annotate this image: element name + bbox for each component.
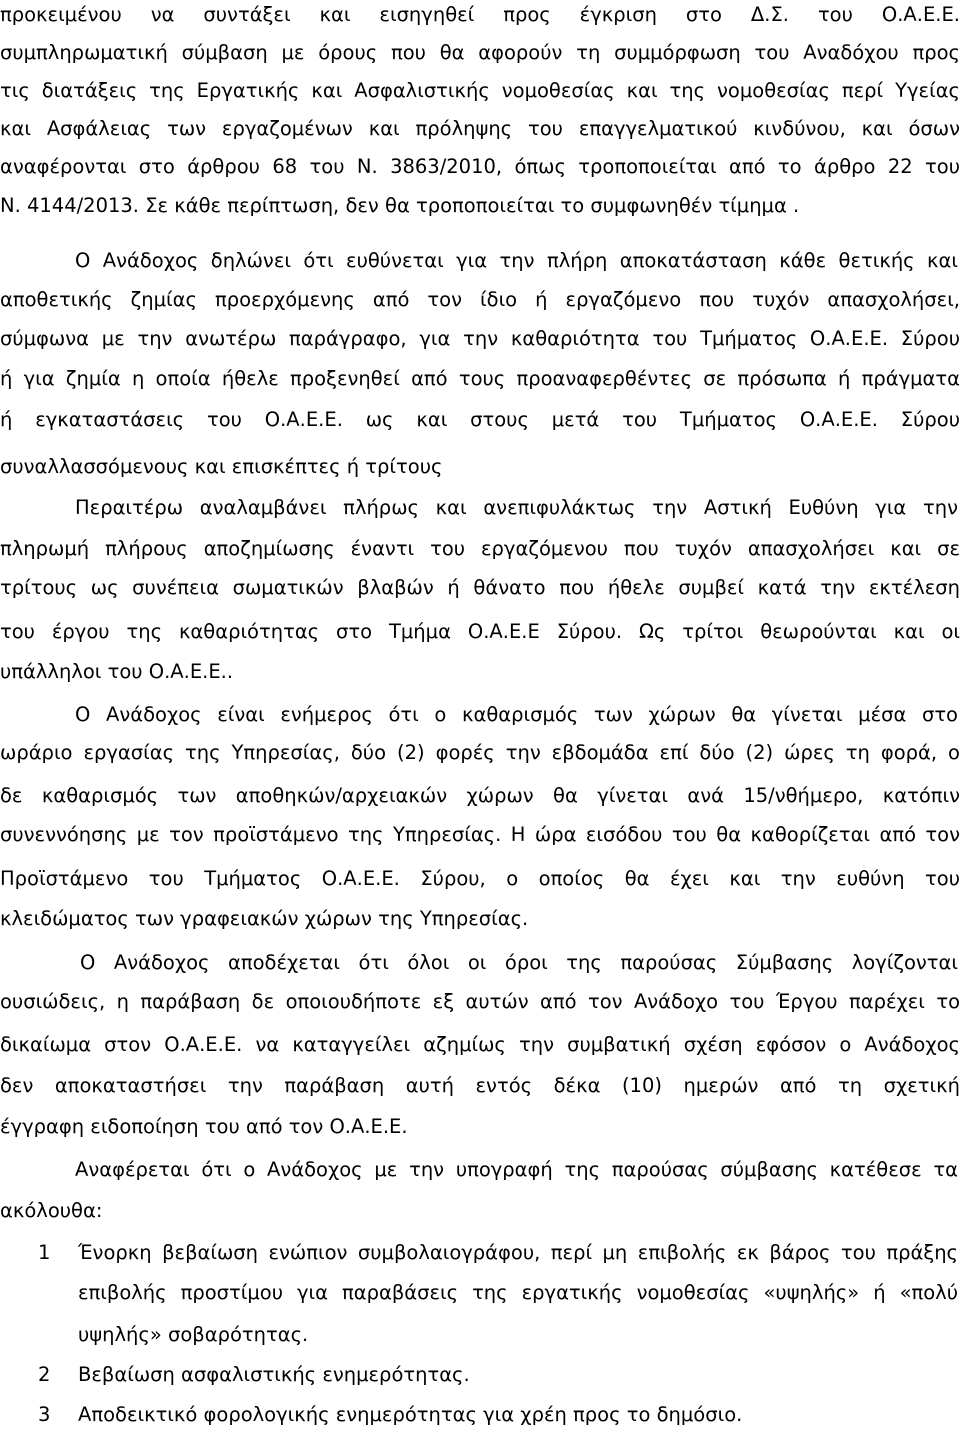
paragraph-line: συναλλασσόμενους και επισκέπτες ή τρίτους: [0, 455, 443, 478]
paragraph-line: Ο Ανάδοχος δηλώνει ότι ευθύνεται για την πλήρη αποκατάσταση κάθε θετικής και: [75, 249, 958, 272]
paragraph-line: πληρωμή πλήρους αποζημίωσης έναντι του εργαζόμενου που τυχόν απασχολήσει και σε: [0, 537, 960, 560]
list-item-text: Βεβαίωση ασφαλιστικής ενημερότητας.: [78, 1363, 470, 1386]
list-item-text: Αποδεικτικό φορολογικής ενημερότητας για χρέη προς το δημόσιο.: [78, 1403, 743, 1426]
paragraph-line: δικαίωμα στον Ο.Α.Ε.Ε. να καταγγείλει αζημίως την συμβατική σχέση εφόσον ο Ανάδοχος: [0, 1033, 960, 1056]
paragraph-line: προκειμένου να συντάξει και εισηγηθεί προς έγκριση στο Δ.Σ. του Ο.Α.Ε.Ε.: [0, 3, 960, 26]
paragraph-line: ωράριο εργασίας της Υπηρεσίας, δύο (2) φορές την εβδομάδα επί δύο (2) ώρες τη φορά, ο: [0, 741, 960, 764]
paragraph-line: τρίτους ως συνέπεια σωματικών βλαβών ή θάνατο που ήθελε συμβεί κατά την εκτέλεση: [0, 576, 960, 599]
paragraph-line: συμπληρωματική σύμβαση με όρους που θα αφορούν τη συμμόρφωση του Αναδόχου προς: [0, 41, 960, 64]
paragraph-line: δε καθαρισμός των αποθηκών/αρχειακών χώρων θα γίνεται ανά 15/νθήμερο, κατόπιν: [0, 784, 960, 807]
paragraph-line: υπάλληλοι του Ο.Α.Ε.Ε..: [0, 660, 234, 683]
list-item-text: επιβολής προστίμου για παραβάσεις της εργατικής νομοθεσίας «υψηλής» ή «πολύ: [78, 1281, 958, 1304]
paragraph-line: Προϊστάμενο του Τμήματος Ο.Α.Ε.Ε. Σύρου, ο οποίος θα έχει και την ευθύνη του: [0, 867, 960, 890]
list-item-number: 1: [38, 1241, 51, 1264]
list-item-text: Ένορκη βεβαίωση ενώπιον συμβολαιογράφου, περί μη επιβολής εκ βάρος του πράξης: [78, 1241, 958, 1264]
paragraph-line: ή εγκαταστάσεις του Ο.Α.Ε.Ε. ως και στους μετά του Τμήματος Ο.Α.Ε.Ε. Σύρου: [0, 408, 960, 431]
paragraph-line: ή για ζημία η οποία ήθελε προξενηθεί από τους προαναφερθέντες σε πρόσωπα ή πράγματα: [0, 367, 960, 390]
paragraph-line: Ο Ανάδοχος αποδέχεται ότι όλοι οι όροι της παρούσας Σύμβασης λογίζονται: [80, 951, 958, 974]
paragraph-line: αποθετικής ζημίας προερχόμενης από τον ίδιο ή εργαζόμενο που τυχόν απασχολήσει,: [0, 288, 960, 311]
paragraph-line: αναφέρονται στο άρθρου 68 του Ν. 3863/2010, όπως τροποποιείται από το άρθρο 22 του: [0, 155, 960, 178]
paragraph-line: κλειδώματος των γραφειακών χώρων της Υπηρεσίας.: [0, 907, 529, 930]
paragraph-line: έγγραφη ειδοποίηση του από τον Ο.Α.Ε.Ε.: [0, 1115, 408, 1138]
paragraph-line: τις διατάξεις της Εργατικής και Ασφαλιστικής νομοθεσίας και της νομοθεσίας περί Υγείας: [0, 79, 960, 102]
list-item-number: 2: [38, 1363, 51, 1386]
paragraph-line: ακόλουθα:: [0, 1199, 103, 1222]
paragraph-line: Ν. 4144/2013. Σε κάθε περίπτωση, δεν θα τροποποιείται το συμφωνηθέν τίμημα .: [0, 194, 800, 217]
paragraph-line: Περαιτέρω αναλαμβάνει πλήρως και ανεπιφυλάκτως την Αστική Ευθύνη για την: [75, 496, 958, 519]
paragraph-line: Αναφέρεται ότι ο Ανάδοχος με την υπογραφή της παρούσας σύμβασης κατέθεσε τα: [75, 1158, 958, 1181]
paragraph-line: σύμφωνα με την ανωτέρω παράγραφο, για την καθαριότητα του Τμήματος Ο.Α.Ε.Ε. Σύρου: [0, 327, 960, 350]
paragraph-line: ουσιώδεις, η παράβαση δε οποιουδήποτε εξ αυτών από τον Ανάδοχο του Έργου παρέχει το: [0, 990, 960, 1013]
list-item-number: 3: [38, 1403, 51, 1426]
paragraph-line: δεν αποκαταστήσει την παράβαση αυτή εντός δέκα (10) ημερών από τη σχετική: [0, 1074, 960, 1097]
list-item-text: υψηλής» σοβαρότητας.: [78, 1323, 309, 1346]
paragraph-line: Ο Ανάδοχος είναι ενήμερος ότι ο καθαρισμός των χώρων θα γίνεται μέσα στο: [75, 703, 958, 726]
paragraph-line: συνεννόησης με τον προϊστάμενο της Υπηρεσίας. Η ώρα εισόδου του θα καθορίζεται από τον: [0, 823, 960, 846]
paragraph-line: και Ασφάλειας των εργαζομένων και πρόληψης του επαγγελματικού κινδύνου, και όσων: [0, 117, 960, 140]
paragraph-line: του έργου της καθαριότητας στο Τμήμα Ο.Α.Ε.Ε Σύρου. Ως τρίτοι θεωρούνται και οι: [0, 620, 960, 643]
